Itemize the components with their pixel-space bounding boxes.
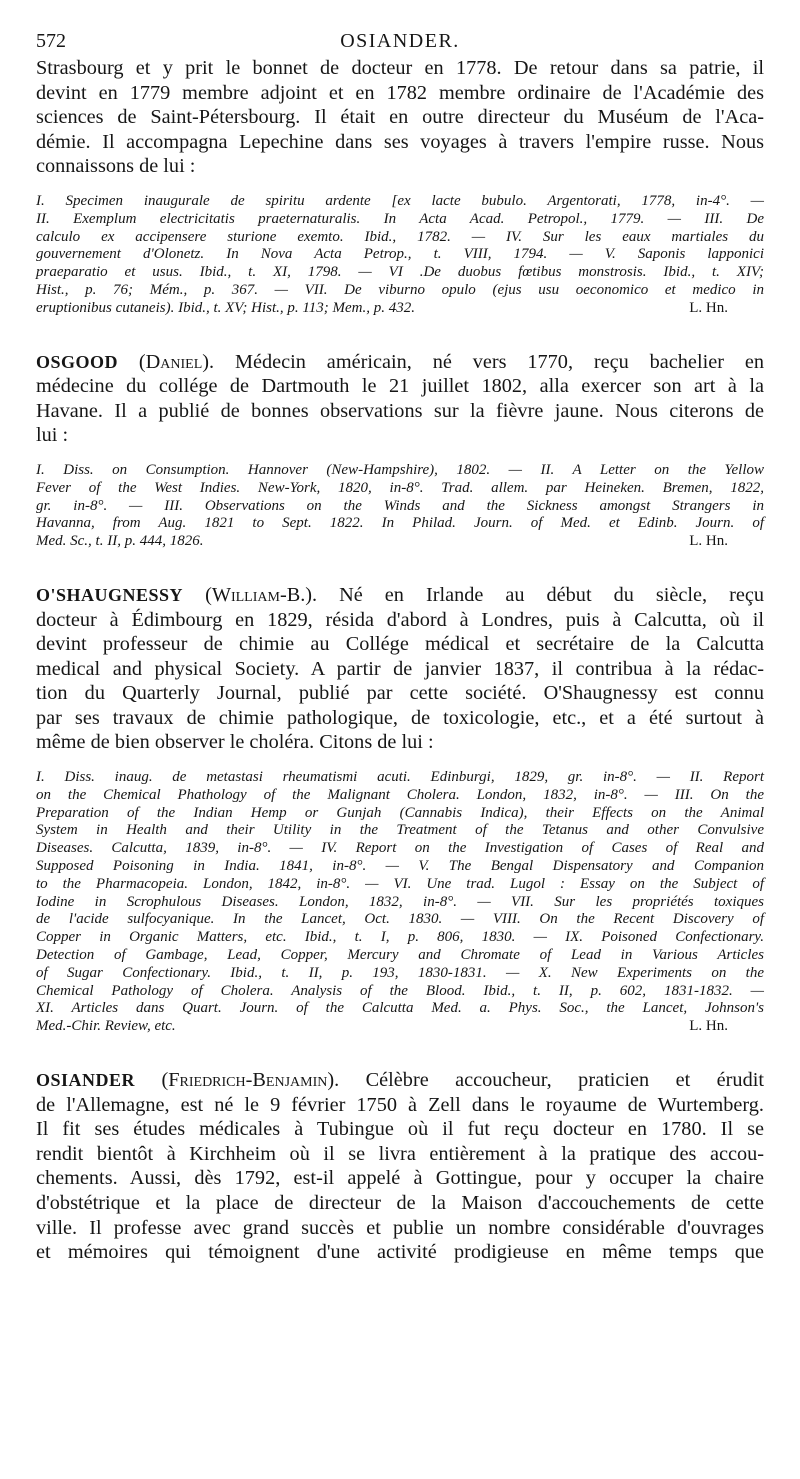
text-line-first bbox=[36, 583, 764, 608]
bibliography-line-last bbox=[36, 1018, 764, 1036]
text-line: sciences de Saint-Pétersbourg. Il était en outre directeur du Muséum de l'Aca- bbox=[36, 106, 764, 129]
bibliography-line: calculo ex accipensere sturione exemto. Ibid., 1782. — IV. Sur les eaux martiales du bbox=[36, 228, 764, 245]
text-line: démie. Il accompagna Lepechine dans ses voyages à travers l'empire russe. Nous bbox=[36, 130, 764, 153]
bibliography-line: Detection of Gambage, Lead, Copper, Mercury and Chromate of Lead in Various Articles bbox=[36, 947, 764, 964]
page bbox=[36, 28, 764, 1265]
forename: (Daniel). bbox=[138, 350, 215, 373]
text-line: Strasbourg et y prit le bonnet de docteur en 1778. De retour dans sa patrie, il bbox=[36, 57, 764, 79]
text-line-first bbox=[36, 350, 764, 375]
bibliography-line-last bbox=[36, 533, 764, 551]
forename: (William-B.). bbox=[205, 583, 318, 606]
bibliography-line: Fever of the West Indies. New-York, 1820, in-8°. Trad. allem. par Heineken. Bremen, 1822, bbox=[36, 479, 764, 496]
text-line: Havane. Il a publié de bonnes observations sur la fièvre jaune. Nous citerons de bbox=[36, 399, 764, 422]
bibliography-line: de l'acide sulfocyanique. In the Lancet, Oct. 1830. — VIII. On the Recent Discovery of bbox=[36, 911, 764, 928]
headword: OSGOOD bbox=[36, 351, 119, 372]
entry-osgood bbox=[36, 350, 764, 551]
bibliography-line: Havanna, from Aug. 1821 to Sept. 1822. In Philad. Journ. of Med. et Edinb. Journ. of bbox=[36, 515, 764, 532]
bibliography-line: of Sugar Confectionary. Ibid., t. II, p. 193, 1830-1831. — X. New Experiments on the bbox=[36, 964, 764, 981]
bibliography-line: Med.-Chir. Review, etc. bbox=[36, 1018, 176, 1035]
text-line: d'obstétrique et la place de directeur de la Maison d'accouchements de cette bbox=[36, 1191, 764, 1214]
bibliography-line: Iodine in Scrophulous Diseases. London, 1832, in-8°. — VII. Sur les propriétés toxiques bbox=[36, 893, 764, 910]
text-line: de l'Allemagne, est né le 9 février 1750 à Zell dans le royaume de Wurtemberg. bbox=[36, 1093, 764, 1116]
text-line: chements. Aussi, dès 1792, est-il appelé à Gottingue, pour y occuper la chaire bbox=[36, 1167, 764, 1190]
bibliography-line: eruptionibus cutaneis). Ibid., t. XV; Hist., p. 113; Mem., p. 432. bbox=[36, 299, 415, 316]
bibliography-line: I. Diss. on Consumption. Hannover (New-Hampshire), 1802. — II. A Letter on the Yellow bbox=[36, 461, 764, 478]
text-line: medical and physical Society. A partir de janvier 1837, il contribua à la rédac- bbox=[36, 657, 764, 680]
entry-text bbox=[36, 350, 764, 448]
bibliography-line: System in Health and their Utility in the Treatment of the Tetanus and other Convulsive bbox=[36, 822, 764, 839]
bibliography-line: to the Pharmacopeia. London, 1842, in-8°. — VI. Une trad. Lugol : Essay on the Subject of bbox=[36, 875, 764, 892]
bibliography-line: Copper in Organic Matters, etc. Ibid., t. I, p. 806, 1830. — IX. Poisoned Confectionary. bbox=[36, 929, 764, 946]
author-signature: L. Hn. bbox=[689, 1018, 728, 1035]
bibliography-line: Preparation of the Indian Hemp or Gunjah (Cannabis Indica), their Effects on the Animal bbox=[36, 804, 764, 821]
author-signature: L. Hn. bbox=[689, 299, 728, 316]
text-line: devint en 1779 membre adjoint et en 1782 membre ordinaire de l'Académie des bbox=[36, 81, 764, 104]
text-line: même de bien observer le choléra. Citons de lui : bbox=[36, 731, 434, 754]
author-signature: L. Hn. bbox=[689, 533, 728, 550]
forename: (Friedrich-Benjamin). bbox=[161, 1069, 340, 1092]
entry-oshaugnessy bbox=[36, 583, 764, 1036]
page-number: 572 bbox=[36, 30, 66, 52]
bibliography-line: Med. Sc., t. II, p. 444, 1826. bbox=[36, 533, 204, 550]
bibliography-line: gr. in-8°. — III. Observations on the Winds and the Sickness amongst Strangers in bbox=[36, 497, 764, 514]
bibliography bbox=[36, 769, 764, 1036]
entry-continuation bbox=[36, 56, 764, 318]
bibliography-line: II. Exemplum electricitatis praeternaturalis. In Acta Acad. Petropol., 1779. — III. De bbox=[36, 210, 764, 227]
bibliography-line: I. Specimen inaugurale de spiritu ardente [ex lacte bubulo. Argentorati, 1778, in-4°. — bbox=[36, 192, 764, 209]
text-line: devint professeur de chimie au Collége médical et secrétaire de la Calcutta bbox=[36, 633, 764, 656]
running-title: OSIANDER. bbox=[340, 30, 460, 52]
text-line: et mémoires qui témoignent d'une activité prodigieuse en même temps que bbox=[36, 1241, 764, 1264]
bibliography-line: XI. Articles dans Quart. Journ. of the Calcutta Med. a. Phys. Soc., the Lancet, Johnson's bbox=[36, 1000, 764, 1017]
running-head bbox=[36, 28, 764, 56]
entry-osiander bbox=[36, 1068, 764, 1265]
bibliography-line: Diseases. Calcutta, 1839, in-8°. — IV. Report on the Investigation of Cases of Real and bbox=[36, 840, 764, 857]
bibliography-line: Chemical Pathology of Cholera. Analysis of the Blood. Ibid., t. II, p. 602, 1831-1832. — bbox=[36, 982, 764, 999]
bibliography-line: Hist., p. 76; Mém., p. 367. — VII. De viburno opulo (ejus usu oeconomico et medico in bbox=[36, 281, 764, 298]
text-line: ville. Il professe avec grand succès et publie un nombre considérable d'ouvrages bbox=[36, 1216, 764, 1239]
bibliography-line-last bbox=[36, 300, 764, 318]
text-line: Célèbre accoucheur, praticien et érudit bbox=[365, 1069, 764, 1092]
bibliography-line: Supposed Poisoning in India. 1841, in-8°. — V. The Bengal Dispensatory and Companion bbox=[36, 858, 764, 875]
bibliography-line: on the Chemical Phathology of the Malignant Cholera. London, 1832, in-8°. — III. On the bbox=[36, 786, 764, 803]
text-line: tion du Quarterly Journal, publié par cette société. O'Shaugnessy est connu bbox=[36, 682, 764, 705]
headword: OSIANDER bbox=[36, 1070, 136, 1091]
entry-text bbox=[36, 56, 764, 179]
text-line: médecine du collége de Dartmouth le 21 juillet 1802, alla exercer son art à la bbox=[36, 375, 764, 398]
text-line: par ses travaux de chimie pathologique, de toxicologie, etc., et a été surtout à bbox=[36, 706, 764, 729]
text-line: Médecin américain, né vers 1770, reçu bachelier en bbox=[234, 350, 764, 373]
text-line: connaissons de lui : bbox=[36, 155, 196, 178]
bibliography bbox=[36, 462, 764, 551]
text-line: Né en Irlande au début du siècle, reçu bbox=[339, 583, 765, 606]
text-line-first bbox=[36, 1068, 764, 1093]
text-line: Il fit ses études médicales à Tubingue où il fut reçu docteur en 1780. Il se bbox=[36, 1118, 764, 1141]
bibliography-line: praeparatio et usus. Ibid., t. XI, 1798. — VI .De duobus fœtibus monstrosis. Ibid., t. XIV; bbox=[36, 264, 764, 281]
text-line: docteur à Édimbourg en 1829, résida d'abord à Londres, puis à Calcutta, où il bbox=[36, 608, 764, 631]
text-line: lui : bbox=[36, 424, 69, 447]
bibliography-line: I. Diss. inaug. de metastasi rheumatismi acuti. Edinburgi, 1829, gr. in-8°. — II. Report bbox=[36, 769, 764, 786]
text-line: rendit bientôt à Kirchheim où il se livra entièrement à la pratique des accou- bbox=[36, 1142, 764, 1165]
entry-text bbox=[36, 1068, 764, 1265]
headword: O'SHAUGNESSY bbox=[36, 584, 184, 605]
bibliography-line: gouvernement d'Olonetz. In Nova Acta Petrop., t. VIII, 1794. — V. Saponis lapponici bbox=[36, 246, 764, 263]
bibliography bbox=[36, 193, 764, 318]
entry-text bbox=[36, 583, 764, 755]
